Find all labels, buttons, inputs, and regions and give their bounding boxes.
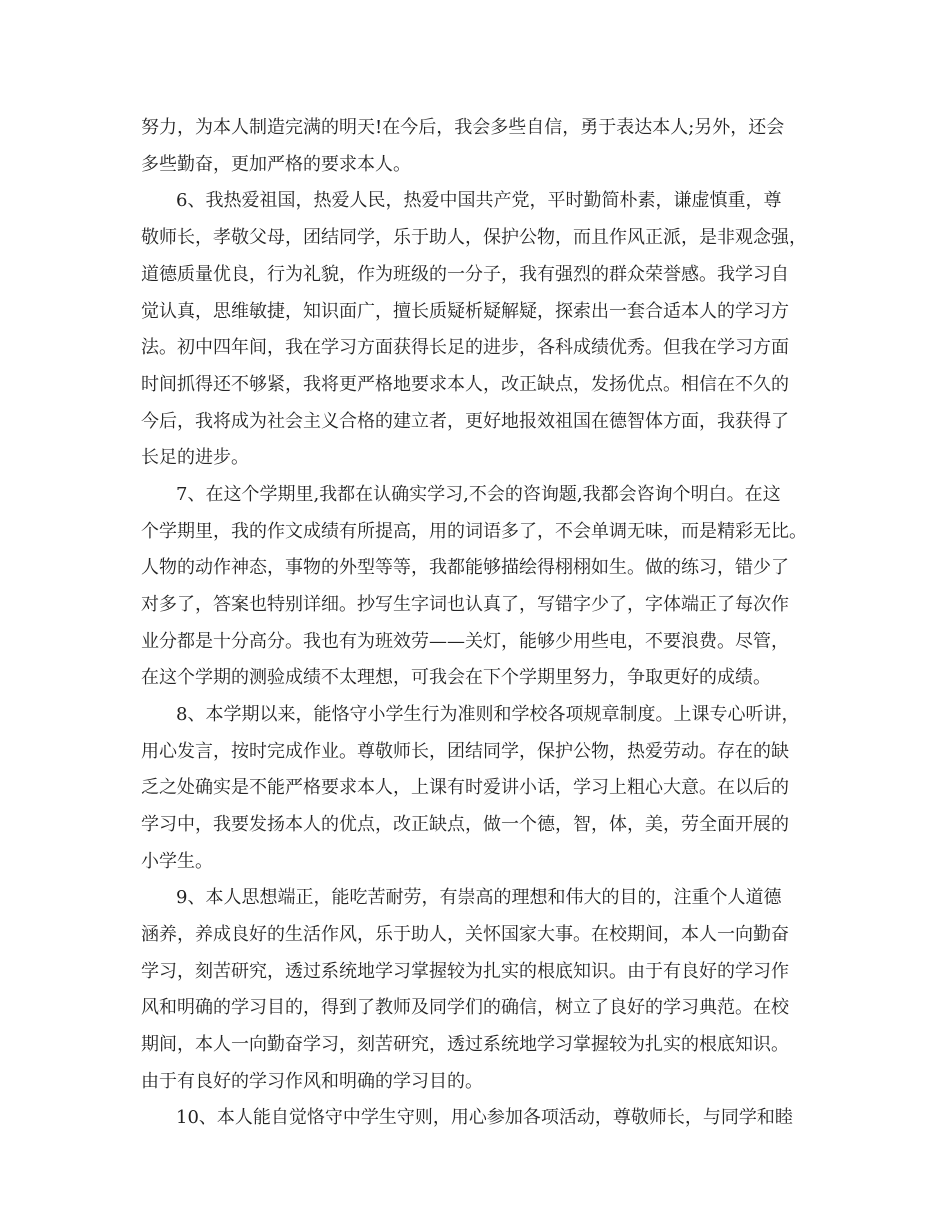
text-line: 对多了，答案也特别详细。抄写生字词也认真了，写错字少了，字体端正了每次作 [141, 594, 789, 615]
text-line: 敬师长，孝敬父母，团结同学，乐于助人，保护公物，而且作风正派，是非观念强， [141, 227, 807, 248]
text-line: 人物的动作神态，事物的外型等等，我都能够描绘得栩栩如生。做的练习，错少了 [141, 557, 789, 578]
text-line: 多些勤奋，更加严格的要求本人。 [141, 154, 411, 175]
text-line: 由于有良好的学习作风和明确的学习目的。 [141, 1071, 483, 1092]
text-line: 学习中，我要发扬本人的优点，改正缺点，做一个德，智，体，美，劳全面开展的 [141, 814, 789, 835]
paragraph-start: 10、本人能自觉恪守中学生守则，用心参加各项活动，尊敬师长，与同学和睦 [176, 1107, 793, 1128]
text-line: 在这个学期的测验成绩不太理想，可我会在下个学期里努力，争取更好的成绩。 [141, 667, 771, 688]
paragraph-start: 7、在这个学期里,我都在认确实学习,不会的咨询题,我都会咨询个明白。在这 [176, 484, 781, 505]
text-line: 期间，本人一向勤奋学习，刻苦研究，透过系统地学习掌握较为扎实的根底知识。 [141, 1034, 789, 1055]
text-line: 业分都是十分高分。我也有为班效劳——关灯，能够少用些电，不要浪费。尽管， [141, 631, 789, 652]
paragraph-start: 6、我热爱祖国，热爱人民，热爱中国共产党，平时勤简朴素，谦虚慎重，尊 [176, 190, 782, 211]
text-line: 觉认真，思维敏捷，知识面广，擅长质疑析疑解疑，探索出一套合适本人的学习方 [141, 301, 789, 322]
text-line: 风和明确的学习目的，得到了教师及同学们的确信，树立了良好的学习典范。在校 [141, 997, 789, 1018]
text-line: 法。初中四年间，我在学习方面获得长足的进步，各科成绩优秀。但我在学习方面 [141, 337, 789, 358]
text-line: 今后，我将成为社会主义合格的建立者，更好地报效祖国在德智体方面，我获得了 [141, 411, 789, 432]
text-line: 乏之处确实是不能严格要求本人，上课有时爱讲小话，学习上粗心大意。在以后的 [141, 777, 789, 798]
text-line: 学习，刻苦研究，透过系统地学习掌握较为扎实的根底知识。由于有良好的学习作 [141, 961, 789, 982]
text-line: 努力，为本人制造完满的明天!在今后，我会多些自信，勇于表达本人;另外，还会 [141, 117, 785, 138]
text-line: 小学生。 [141, 851, 213, 872]
text-line: 时间抓得还不够紧，我将更严格地要求本人，改正缺点，发扬优点。相信在不久的 [141, 374, 789, 395]
text-line: 道德质量优良，行为礼貌，作为班级的一分子，我有强烈的群众荣誉感。我学习自 [141, 264, 789, 285]
text-line: 涵养，养成良好的生活作风，乐于助人，关怀国家大事。在校期间，本人一向勤奋 [141, 924, 789, 945]
text-line: 用心发言，按时完成作业。尊敬师长，团结同学，保护公物，热爱劳动。存在的缺 [141, 741, 789, 762]
text-line: 个学期里，我的作文成绩有所提高，用的词语多了，不会单调无味，而是精彩无比。 [141, 521, 807, 542]
text-line: 长足的进步。 [141, 447, 249, 468]
paragraph-start: 9、本人思想端正，能吃苦耐劳，有崇高的理想和伟大的目的，注重个人道德 [176, 887, 782, 908]
paragraph-start: 8、本学期以来，能恪守小学生行为准则和学校各项规章制度。上课专心听讲， [176, 704, 800, 725]
